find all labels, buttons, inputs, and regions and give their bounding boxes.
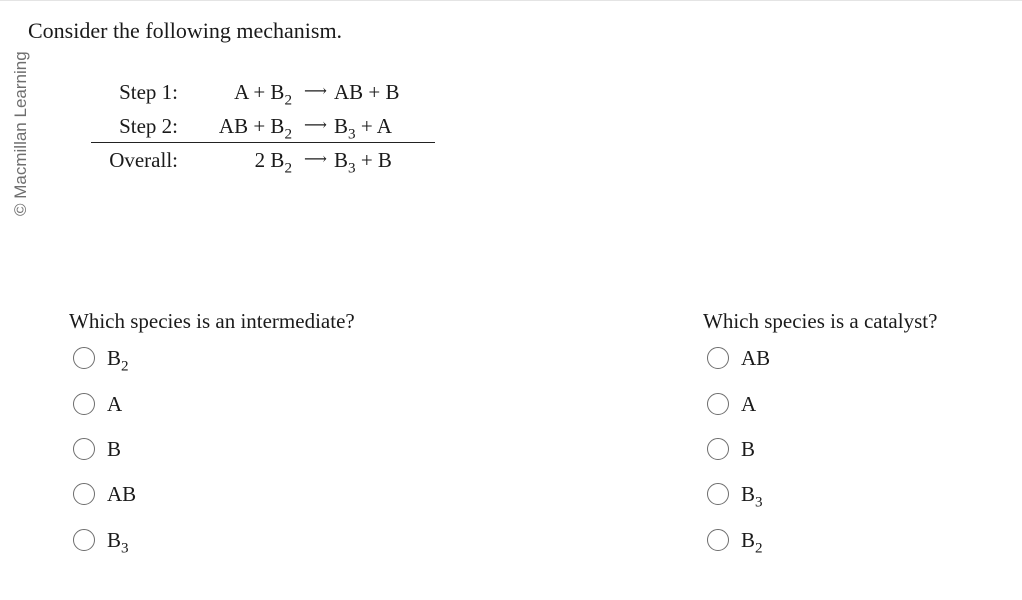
catalyst-option-a[interactable] — [707, 390, 756, 418]
intermediate-question: Which species is an intermediate? — [69, 309, 355, 333]
overall-products: $B_3 + B$ — [334, 148, 392, 177]
radio-button[interactable] — [73, 393, 95, 415]
option-label: B — [107, 437, 122, 461]
radio-button[interactable] — [73, 483, 95, 505]
radio-button[interactable] — [707, 393, 729, 415]
radio-button[interactable] — [707, 438, 729, 460]
option-label: A — [107, 392, 123, 416]
radio-button[interactable] — [73, 347, 95, 369]
option-label: $B_2$ — [741, 528, 763, 557]
step-2-products: $B_3 + A$ — [334, 114, 392, 143]
intermediate-option-b2[interactable] — [73, 344, 129, 375]
radio-button[interactable] — [707, 483, 729, 505]
option-label: $B_2$ — [107, 346, 129, 375]
option-label: B — [741, 437, 756, 461]
step-1-label: Step 1: — [119, 80, 178, 104]
intermediate-option-b3[interactable] — [73, 526, 129, 557]
step-1-products: AB + B — [334, 80, 400, 104]
catalyst-option-b[interactable] — [707, 435, 755, 463]
intermediate-option-ab[interactable] — [73, 480, 136, 508]
step-2-arrow: ⟶ — [304, 117, 327, 134]
option-label: A — [741, 392, 757, 416]
overall-divider — [91, 142, 435, 143]
option-label: AB — [741, 346, 771, 370]
catalyst-option-ab[interactable] — [707, 344, 770, 372]
overall-arrow: ⟶ — [304, 151, 327, 168]
catalyst-option-b2[interactable] — [707, 526, 763, 557]
radio-button[interactable] — [73, 529, 95, 551]
overall-reactants: 2 $B_2$ — [254, 148, 292, 177]
prompt-text: Consider the following mechanism. — [28, 18, 343, 43]
step-2-label: Step 2: — [119, 114, 178, 138]
copyright-notice: © Macmillan Learning — [11, 51, 30, 216]
step-1-arrow: ⟶ — [304, 83, 327, 100]
step-2-reactants: AB + $B_2$ — [218, 114, 292, 143]
overall-label: Overall: — [109, 148, 178, 172]
option-label: AB — [107, 482, 137, 506]
catalyst-question: Which species is a catalyst? — [703, 309, 938, 333]
option-label: $B_3$ — [107, 528, 129, 557]
radio-button[interactable] — [707, 529, 729, 551]
option-label: $B_3$ — [741, 482, 763, 511]
intermediate-option-a[interactable] — [73, 390, 122, 418]
step-1-reactants: $A + B_2$ — [234, 80, 292, 109]
catalyst-option-b3[interactable] — [707, 480, 763, 511]
radio-button[interactable] — [73, 438, 95, 460]
radio-button[interactable] — [707, 347, 729, 369]
intermediate-option-b[interactable] — [73, 435, 121, 463]
top-border — [0, 0, 1022, 1]
